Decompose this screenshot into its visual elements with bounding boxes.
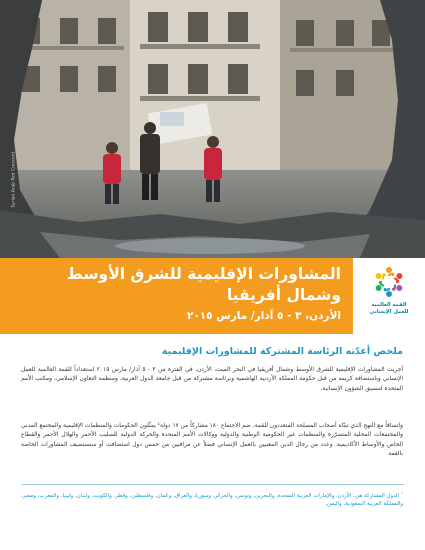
logo-figure-head xyxy=(376,285,382,291)
logo-figure-head xyxy=(396,285,402,291)
whs-logo xyxy=(353,258,425,334)
footnote-divider xyxy=(22,484,404,485)
paragraph-2: واتساقاً مع النهج الذي تبنّاه أصحاب المصلحة المتعددون للقمة، ضم الاجتماع ١٨٠ مشاركاً من ١٧ دولة¹ يمثّلون الحكومات والمنظمات الإقليمية والمجتمع المدني والمجتمعات المحلية المتضرّرة والمنظمات غير الحكومية الوطنية والدولية ووكالات الأمم المتحدة والحركة الدولية للصليب الأحمر والهلال الأحمر والقطاع الخاص والأوساط الأكاديمية. وعدد من رجال الدين المعنيين بالعمل الإنساني فضلاً عن مراقبين من خمس دول استضافت أو ستستضيف المشاورات الخاصة بالقمة xyxy=(21,423,404,457)
whs-logo-line1: القمة العالمية xyxy=(371,302,407,308)
whs-logo-icon xyxy=(371,264,407,300)
paragraph-1: أجريت المشاورات الإقليمية للشرق الأوسط وشمال أفريقيا في البحر الميت، الأردن، في الفترة من ٣ - ٥ آذار/ مارس ٢٠١٥ استعداداً للقمة العالمية للعمل الإنساني وباستضافة كريمة من قبل حكومة المملكة الأردنية الهاشمية وبرئاسة مشتركة من قبل جامعة الدول العربية، ومنظمة التعاون الإسلامي، ومكتب الأمم المتحدة لتنسيق الشؤون الإنسانية. xyxy=(21,367,403,392)
summary-heading: ملخص أعدّته الرئاسة المشتركة للمشاورات الإقليمية xyxy=(161,346,403,357)
event-date-location: الأردن، ٣ - ٥ آذار/ مارس ٢٠١٥ xyxy=(186,310,341,322)
logo-figure-arm xyxy=(393,286,395,290)
logo-figure-head xyxy=(396,273,402,279)
cover-photo xyxy=(0,0,425,258)
footnote-text: الدول المشاركة هي: الأردن، والإمارات العربية المتحدة، والبحرين، وتونس، والجزائر، وسوريا، والعراق، وعُمان، وفلسطين، وقطر، والكويت، ولبنان، وليبيا، والمغرب، ومصر، والمملكة العربية السعودية، واليمن. xyxy=(21,492,403,508)
title-banner xyxy=(0,258,353,334)
photo-credit: Syrian Arab Red Crescent xyxy=(10,151,16,208)
logo-figure-arm xyxy=(395,279,398,283)
whs-logo-text xyxy=(353,302,425,316)
footnote xyxy=(21,489,403,509)
logo-figure-head xyxy=(376,273,382,279)
logo-figure-arm xyxy=(380,282,383,286)
logo-figure-arm xyxy=(383,274,385,278)
footnote-marker: ١ xyxy=(400,490,403,495)
logo-figure-arm xyxy=(385,289,389,290)
document-title: المشاورات الإقليمية للشرق الأوسط وشمال أفريقيا xyxy=(66,265,341,304)
logo-figure-head xyxy=(386,291,392,297)
logo-figure-head xyxy=(386,267,392,273)
cover-photo-illustration xyxy=(0,0,425,258)
whs-logo-line2: للعمل الإنساني xyxy=(369,309,409,315)
logo-figure-arm xyxy=(389,274,393,275)
